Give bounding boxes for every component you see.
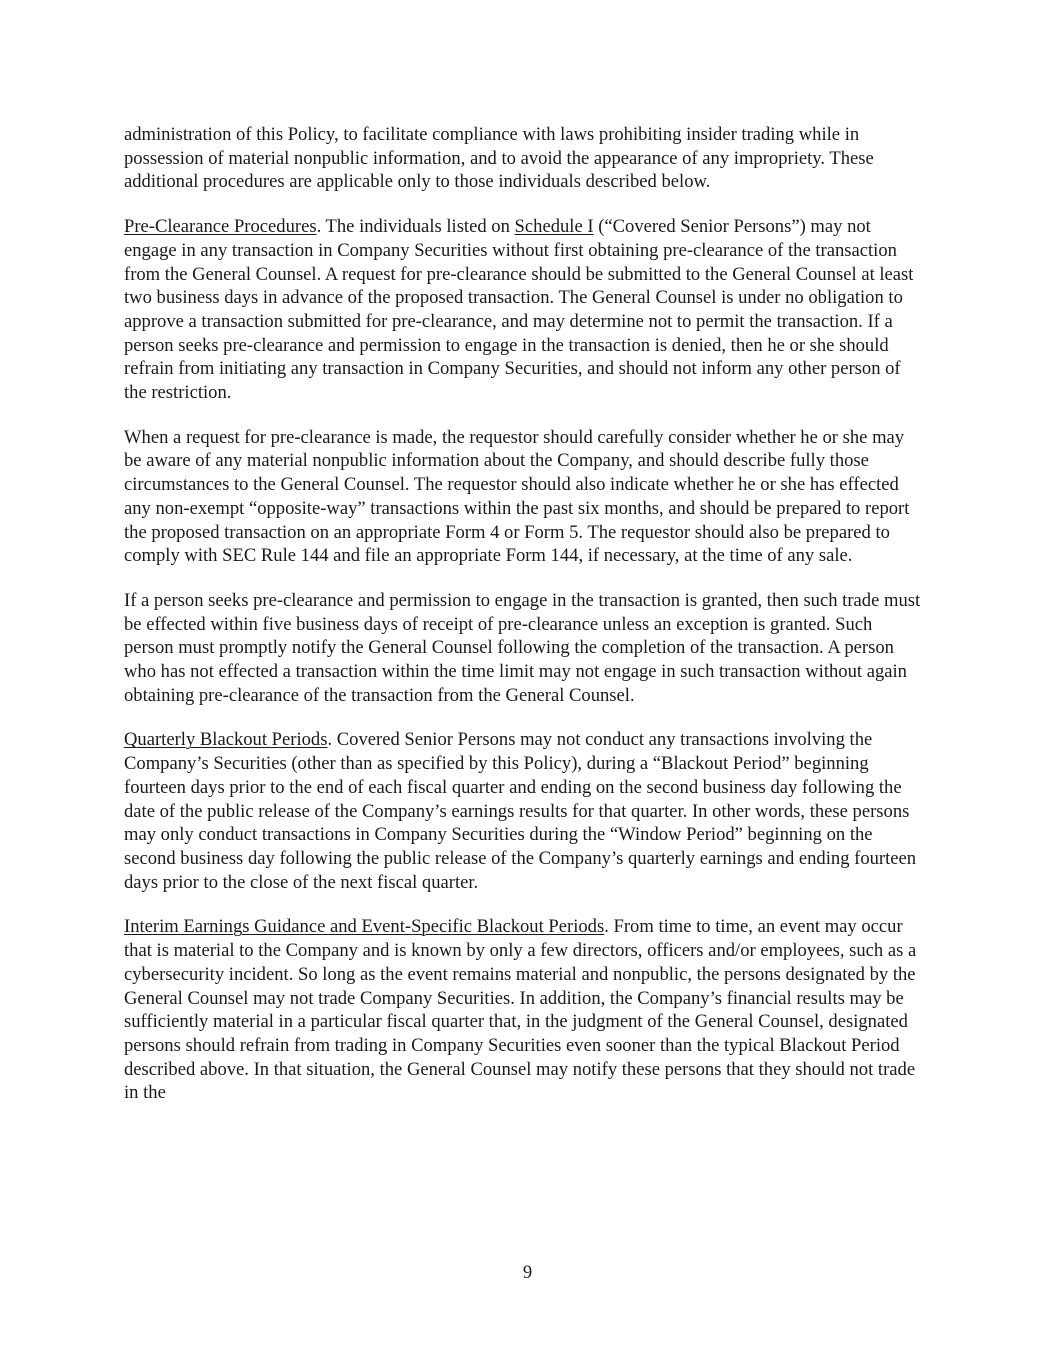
section-heading-quarterly-blackout: Quarterly Blackout Periods <box>124 729 328 751</box>
paragraph-text: . From time to time, an event may occur that is material to the Company and is known by only a few directors, officers and/or employees, such as a cybersecurity incident. So long as the event remains material and nonpublic, the persons designated by the General Counsel may not trade Company Securities. In addition, the Company’s financial results may be sufficiently material in a particular fiscal quarter that, in the judgment of the General Counsel, designated persons should refrain from trading in Company Securities even sooner than the typical Blackout Period described above. In that situation, the General Counsel may notify these persons that they should not trade in the <box>124 916 917 1104</box>
paragraph-text-lead: . The individuals listed on <box>316 216 515 238</box>
paragraph-text: . Covered Senior Persons may not conduct any transactions involving the Company’s Securities (other than as specified by this Policy), during a “Blackout Period” beginning fourteen days prior to the end of each fiscal quarter and ending on the second business day following the date of the public release of the Company’s earnings results for that quarter. In other words, these persons may only conduct transactions in Company Securities during the “Window Period” beginning on the second business day following the public release of the Company’s quarterly earnings and ending fourteen days prior to the close of the next fiscal quarter. <box>124 729 917 893</box>
paragraph-text: administration of this Policy, to facilitate compliance with laws prohibiting insider trading while in possession of material nonpublic information, and to avoid the appearance of any impropriety. These additional procedures are applicable only to those individuals described below. <box>124 124 874 193</box>
page-number: 9 <box>522 1262 533 1283</box>
paragraph-intro <box>124 123 924 194</box>
paragraph-text: (“Covered Senior Persons”) may not engage in any transaction in Company Securities without first obtaining pre-clearance of the transaction from the General Counsel. A request for pre-clearance should be submitted to the General Counsel at least two business days in advance of the proposed transaction. The General Counsel is under no obligation to approve a transaction submitted for pre-clearance, and may determine not to permit the transaction. If a person seeks pre-clearance and permission to engage in the transaction is denied, then he or she should refrain from initiating any transaction in Company Securities, and should not inform any other person of the restriction. <box>124 216 914 404</box>
paragraph-text: When a request for pre-clearance is made, the requestor should carefully consider whether he or she may be aware of any material nonpublic information about the Company, and should describe fully those circumstances to the General Counsel. The requestor should also indicate whether he or she has effected any non-exempt “opposite-way” transactions within the past six months, and should be prepared to report the proposed transaction on an appropriate Form 4 or Form 5. The requestor should also be prepared to comply with SEC Rule 144 and file an appropriate Form 144, if necessary, at the time of any sale. <box>124 426 910 567</box>
paragraph-interim-earnings <box>124 915 924 1105</box>
paragraph-text: If a person seeks pre-clearance and permission to engage in the transaction is granted, then such trade must be effected within five business days of receipt of pre-clearance unless an exception is granted. Such person must promptly notify the General Counsel following the completion of the transaction. A person who has not effected a transaction within the time limit may not engage in such transaction without again obtaining pre-clearance of the transaction from the General Counsel. <box>124 589 921 706</box>
paragraph-request <box>124 426 924 568</box>
document-body <box>124 123 924 1126</box>
schedule-reference: Schedule I <box>514 216 594 238</box>
paragraph-granted <box>124 589 924 708</box>
paragraph-quarterly-blackout <box>124 728 924 894</box>
section-heading-interim-earnings: Interim Earnings Guidance and Event-Specific Blackout Periods <box>124 916 605 938</box>
section-heading-pre-clearance: Pre-Clearance Procedures <box>124 216 317 238</box>
paragraph-pre-clearance <box>124 215 924 405</box>
